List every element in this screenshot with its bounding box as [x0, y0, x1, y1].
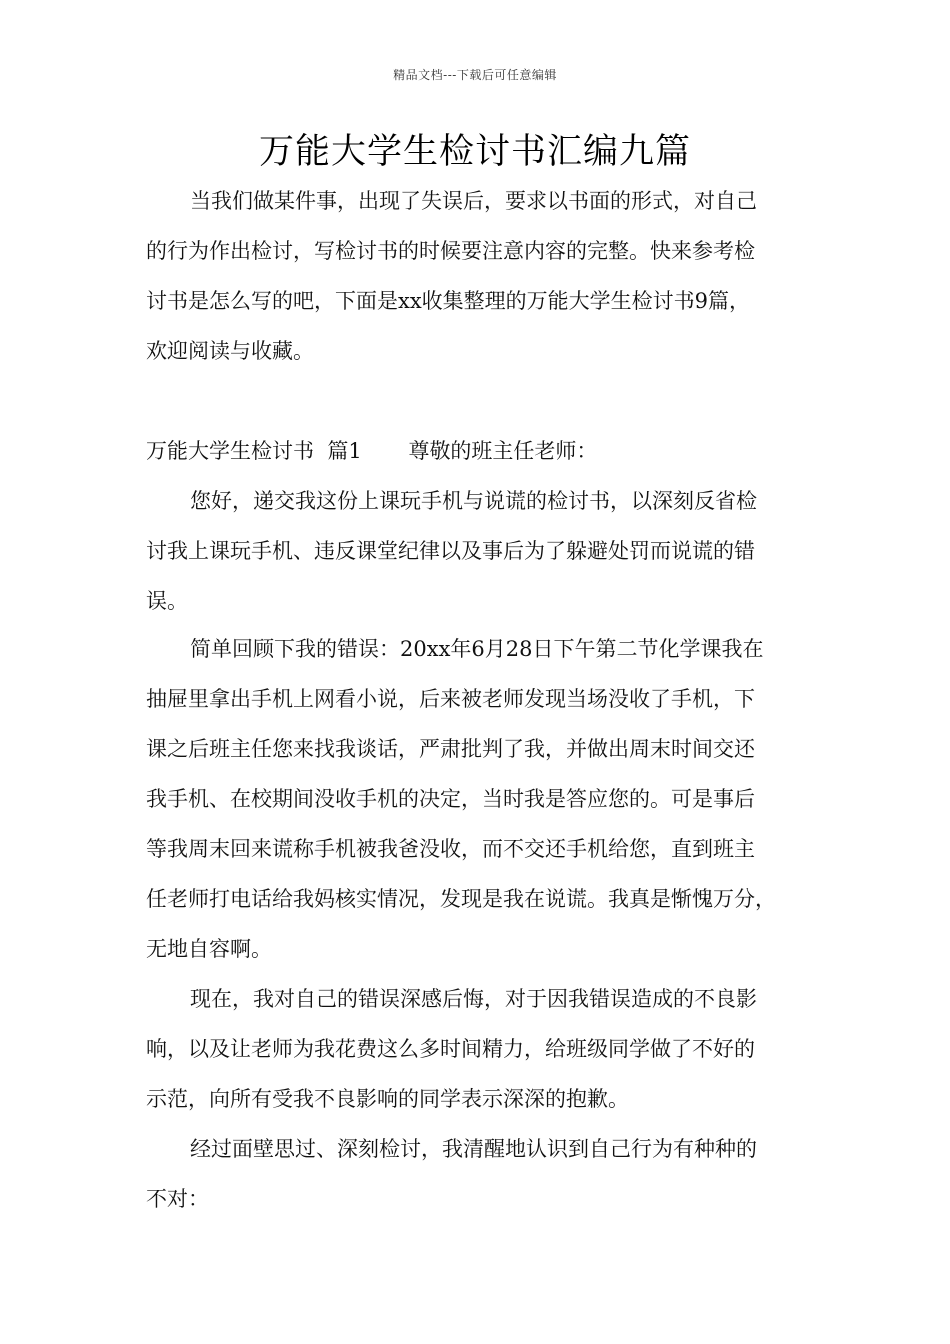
section-heading: 万能大学生检讨书 篇1 尊敬的班主任老师：	[146, 439, 598, 463]
paragraph1-line-3: 误。	[146, 589, 188, 613]
paragraph3-line-2: 响，以及让老师为我花费这么多时间精力，给班级同学做了不好的	[146, 1037, 755, 1061]
page-header: 精品文档---下载后可任意编辑	[393, 68, 557, 82]
intro-line-4: 欢迎阅读与收藏。	[146, 339, 314, 363]
paragraph1-line-1: 您好，递交我这份上课玩手机与说谎的检讨书，以深刻反省检	[190, 489, 757, 513]
paragraph2-line-7: 无地自容啊。	[146, 937, 272, 961]
intro-line-1: 当我们做某件事，出现了失误后，要求以书面的形式，对自己	[190, 189, 757, 213]
paragraph2-line-2: 抽屉里拿出手机上网看小说，后来被老师发现当场没收了手机，下	[146, 687, 755, 711]
paragraph4-line-1: 经过面壁思过、深刻检讨，我清醒地认识到自己行为有种种的	[190, 1137, 757, 1161]
paragraph2-line-5: 等我周末回来谎称手机被我爸没收，而不交还手机给您，直到班主	[146, 837, 755, 861]
intro-line-2: 的行为作出检讨，写检讨书的时候要注意内容的完整。快来参考检	[146, 239, 755, 263]
paragraph2-line-6: 任老师打电话给我妈核实情况，发现是我在说谎。我真是惭愧万分，	[146, 887, 776, 911]
paragraph3-line-3: 示范，向所有受我不良影响的同学表示深深的抱歉。	[146, 1087, 629, 1111]
paragraph2-line-4: 我手机、在校期间没收手机的决定，当时我是答应您的。可是事后	[146, 787, 755, 811]
paragraph2-line-3: 课之后班主任您来找我谈话，严肃批判了我，并做出周末时间交还	[146, 737, 755, 761]
document-title: 万能大学生检讨书汇编九篇	[258, 132, 691, 172]
paragraph4-line-2: 不对：	[146, 1187, 209, 1211]
paragraph2-line-1: 简单回顾下我的错误：20xx年6月28日下午第二节化学课我在	[190, 637, 764, 661]
paragraph1-line-2: 讨我上课玩手机、违反课堂纪律以及事后为了躲避处罚而说谎的错	[146, 539, 755, 563]
paragraph3-line-1: 现在，我对自己的错误深感后悔，对于因我错误造成的不良影	[190, 987, 757, 1011]
intro-line-3: 讨书是怎么写的吧，下面是xx收集整理的万能大学生检讨书9篇，	[146, 289, 751, 313]
